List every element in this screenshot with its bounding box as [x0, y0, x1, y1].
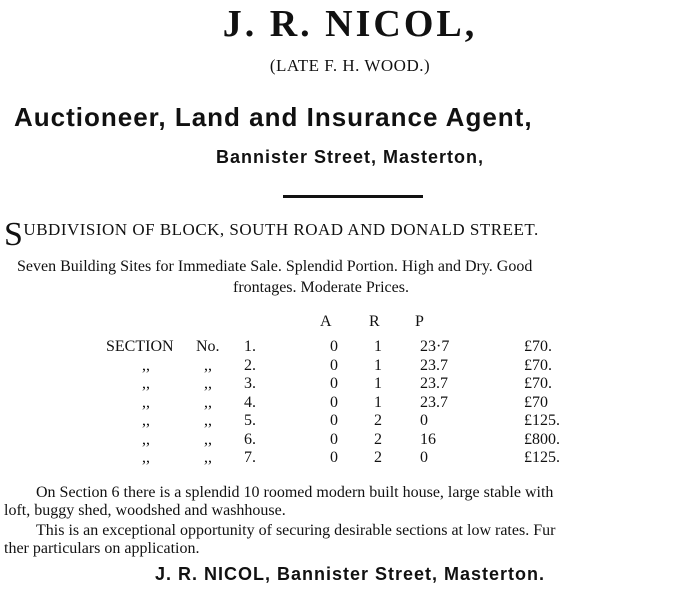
- price-value: £125.: [524, 412, 560, 429]
- section-number: 4.: [244, 394, 256, 411]
- perches-value: 23.7: [420, 394, 448, 411]
- roods-value: 1: [374, 338, 382, 355]
- price-value: £70.: [524, 357, 552, 374]
- price-value: £70: [524, 394, 548, 411]
- ditto-mark: ,,: [204, 394, 212, 411]
- notice-heading: [4, 218, 539, 252]
- ditto-mark: ,,: [142, 412, 150, 429]
- ditto-mark: ,,: [142, 394, 150, 411]
- perches-value: 23.7: [420, 375, 448, 392]
- section-number: 5.: [244, 412, 256, 429]
- column-header-perches: P: [415, 313, 424, 330]
- roods-value: 2: [374, 412, 382, 429]
- advertiser-name: J. R. NICOL,: [222, 3, 478, 45]
- ditto-mark: ,,: [204, 431, 212, 448]
- section-number: 3.: [244, 375, 256, 392]
- column-header-acres: A: [320, 313, 332, 330]
- paragraph-1-line-2: loft, buggy shed, woodshed and washhouse.: [4, 502, 286, 519]
- ditto-mark: ,,: [142, 375, 150, 392]
- acres-value: 0: [330, 338, 338, 355]
- roods-value: 2: [374, 449, 382, 466]
- heading-text: UBDIVISION OF BLOCK, SOUTH ROAD AND DONALD STREET.: [23, 220, 539, 239]
- roods-value: 1: [374, 394, 382, 411]
- intro-line-2: frontages. Moderate Prices.: [233, 279, 409, 296]
- ditto-mark: ,,: [142, 449, 150, 466]
- price-value: £800.: [524, 431, 560, 448]
- ditto-mark: ,,: [204, 375, 212, 392]
- number-label: No.: [196, 338, 220, 355]
- divider-rule: [283, 195, 423, 198]
- acres-value: 0: [330, 394, 338, 411]
- price-value: £70.: [524, 375, 552, 392]
- paragraph-2-line-1: This is an exceptional opportunity of securing desirable sections at low rates. Fur: [36, 522, 556, 539]
- paragraph-1-line-1: On Section 6 there is a splendid 10 roomed modern built house, large stable with: [36, 484, 554, 501]
- acres-value: 0: [330, 449, 338, 466]
- ditto-mark: ,,: [204, 412, 212, 429]
- former-business-note: (LATE F. H. WOOD.): [269, 56, 431, 75]
- section-number: 7.: [244, 449, 256, 466]
- heading-drop-cap: S: [4, 216, 24, 253]
- column-header-roods: R: [369, 313, 380, 330]
- ditto-mark: ,,: [204, 449, 212, 466]
- paragraph-2-line-2: ther particulars on application.: [4, 540, 200, 557]
- acres-value: 0: [330, 431, 338, 448]
- perches-value: 16: [420, 431, 436, 448]
- price-value: £70.: [524, 338, 552, 355]
- roods-value: 2: [374, 431, 382, 448]
- acres-value: 0: [330, 375, 338, 392]
- section-number: 6.: [244, 431, 256, 448]
- ditto-mark: ,,: [142, 431, 150, 448]
- section-number: 2.: [244, 357, 256, 374]
- ditto-mark: ,,: [204, 357, 212, 374]
- perches-value: 23·7: [420, 338, 450, 355]
- perches-value: 0: [420, 412, 428, 429]
- perches-value: 0: [420, 449, 428, 466]
- trade-description: Auctioneer, Land and Insurance Agent,: [14, 102, 533, 132]
- roods-value: 1: [374, 357, 382, 374]
- acres-value: 0: [330, 357, 338, 374]
- price-value: £125.: [524, 449, 560, 466]
- address-line: Bannister Street, Masterton,: [215, 147, 485, 167]
- section-label: SECTION: [106, 338, 174, 355]
- footer-signature: J. R. NICOL, Bannister Street, Masterton.: [154, 564, 546, 584]
- ditto-mark: ,,: [142, 357, 150, 374]
- section-number: 1.: [244, 338, 256, 355]
- intro-line-1: Seven Building Sites for Immediate Sale. Splendid Portion. High and Dry. Good: [17, 258, 533, 275]
- roods-value: 1: [374, 375, 382, 392]
- perches-value: 23.7: [420, 357, 448, 374]
- acres-value: 0: [330, 412, 338, 429]
